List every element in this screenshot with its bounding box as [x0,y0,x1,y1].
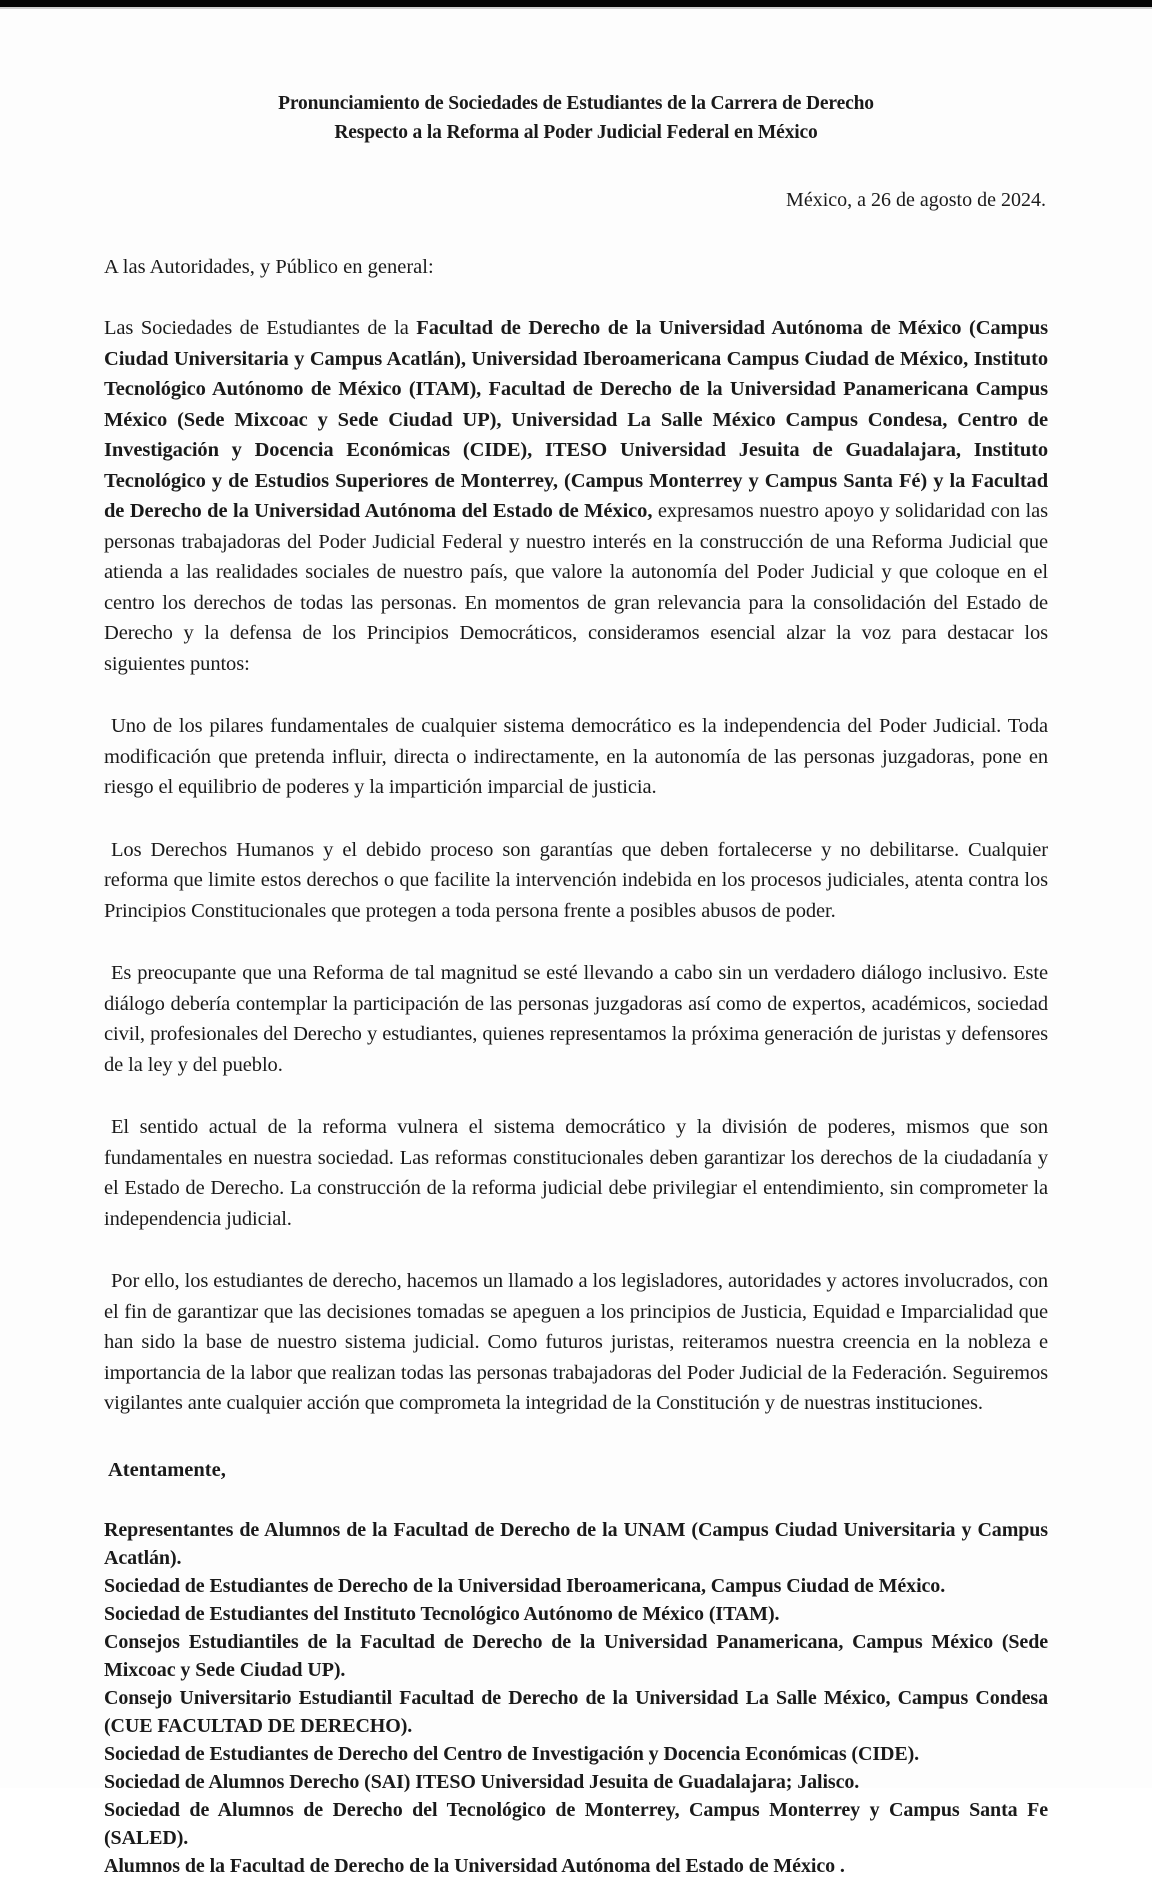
signatory-item: Sociedad de Estudiantes del Instituto Tecnológico Autónomo de México (ITAM). [104,1602,780,1625]
point-1: Uno de los pilares fundamentales de cualquier sistema democrático es la independencia del Poder Judicial. Toda modificación que pretenda influir, directa o indirectamente, en la autonomía de las personas juzgadoras, pone en riesgo el equilibrio de poderes y la impartición imparcial de justicia. [104,715,1048,798]
signatory-item: Sociedad de Estudiantes de Derecho de la Universidad Iberoamericana, Campus Ciudad de México. [104,1574,946,1597]
screen-top-bar [0,0,1152,7]
intro-institutions: Facultad de Derecho de la Universidad Autónoma de México (Campus Ciudad Universitaria y Campus Acatlán), Universidad Iberoamericana Campus Ciudad de México, Instituto Tecnológico Autónomo de México (ITAM), Facultad de Derecho de la Universidad Panamericana Campus México (Sede Mixcoac y Sede Ciudad UP), Universidad La Salle México Campus Condesa, Centro de Investigación y Docencia Económicas (CIDE), ITESO Universidad Jesuita de Guadalajara, Instituto Tecnológico y de Estudios Superiores de Monterrey, (Campus Monterrey y Campus Santa Fé) y la Facultad de Derecho de la Universidad Autónoma del Estado de México, [104,317,1049,522]
closing-salutation: Atentamente, [108,1458,226,1481]
signatory-item: Sociedad de Estudiantes de Derecho del Centro de Investigación y Docencia Económicas (CIDE). [104,1742,920,1765]
salutation: A las Autoridades, y Público en general: [104,256,434,278]
document-page [0,9,1152,1877]
signatory-list [104,1516,1048,1880]
point-2: Los Derechos Humanos y el debido proceso son garantías que deben fortalecerse y no debilitarse. Cualquier reforma que limite estos derechos o que facilite la intervención indebida en los procesos judiciales, atenta contra los Principios Constitucionales que protegen a toda persona frente a posibles abusos de poder. [104,838,1048,922]
title-line-1: Pronunciamiento de Sociedades de Estudiantes de la Carrera de Derecho [278,93,874,114]
document-title [104,89,1048,147]
intro-lead-in: Las Sociedades de Estudiantes de la [104,317,417,339]
signatory-item: Consejo Universitario Estudiantil Facultad de Derecho de la Universidad La Salle México, Campus Condesa (CUE FACULTAD DE DERECHO). [104,1686,1048,1737]
document-body [104,89,1048,1880]
intro-continuation: expresamos nuestro apoyo y solidaridad con las personas trabajadoras del Poder Judicial Federal y nuestro interés en la construcción de una Reforma Judicial que atienda a las realidades sociales de nuestro país, que valore la autonomía del Poder Judicial y que coloque en el centro los derechos de todas las personas. En momentos de gran relevancia para la consolidación del Estado de Derecho y la defensa de los Principios Democráticos, consideramos esencial alzar la voz para destacar los siguientes puntos: [104,500,1049,675]
signatory-item: Alumnos de la Facultad de Derecho de la Universidad Autónoma del Estado de México . [104,1854,845,1877]
point-4: El sentido actual de la reforma vulnera el sistema democrático y la división de poderes, mismos que son fundamentales en nuestra sociedad. Las reformas constitucionales deben garantizar los derechos de la ciudadanía y el Estado de Derecho. La construcción de la reforma judicial debe privilegiar el entendimiento, sin comprometer la independencia judicial. [104,1116,1048,1230]
signatory-item: Sociedad de Alumnos Derecho (SAI) ITESO Universidad Jesuita de Guadalajara; Jalisco. [104,1770,860,1793]
point-3: Es preocupante que una Reforma de tal magnitud se esté llevando a cabo sin un verdadero diálogo inclusivo. Este diálogo debería contemplar la participación de las personas juzgadoras así como de expertos, académicos, sociedad civil, profesionales del Derecho y estudiantes, quienes representamos la próxima generación de juristas y defensores de la ley y del pueblo. [104,962,1048,1076]
point-5: Por ello, los estudiantes de derecho, hacemos un llamado a los legisladores, autoridades y actores involucrados, con el fin de garantizar que las decisiones tomadas se apeguen a los principios de Justicia, Equidad e Imparcialidad que han sido la base de nuestro sistema judicial. Como futuros juristas, reiteramos nuestra creencia en la nobleza e importancia de la labor que realizan todas las personas trabajadoras del Poder Judicial de la Federación. Seguiremos vigilantes ante cualquier acción que comprometa la integridad de la Constitución y de nuestras instituciones. [104,1270,1048,1414]
intro-paragraph [104,313,1048,679]
title-line-2: Respecto a la Reforma al Poder Judicial Federal en México [334,122,818,143]
signatory-item: Consejos Estudiantiles de la Facultad de Derecho de la Universidad Panamericana, Campus México (Sede Mixcoac y Sede Ciudad UP). [104,1630,1048,1681]
dateline: México, a 26 de agosto de 2024. [786,189,1046,211]
signatory-item: Sociedad de Alumnos de Derecho del Tecnológico de Monterrey, Campus Monterrey y Campus Santa Fe (SALED). [104,1798,1048,1849]
signatory-item: Representantes de Alumnos de la Facultad de Derecho de la UNAM (Campus Ciudad Universitaria y Campus Acatlán). [104,1518,1048,1569]
